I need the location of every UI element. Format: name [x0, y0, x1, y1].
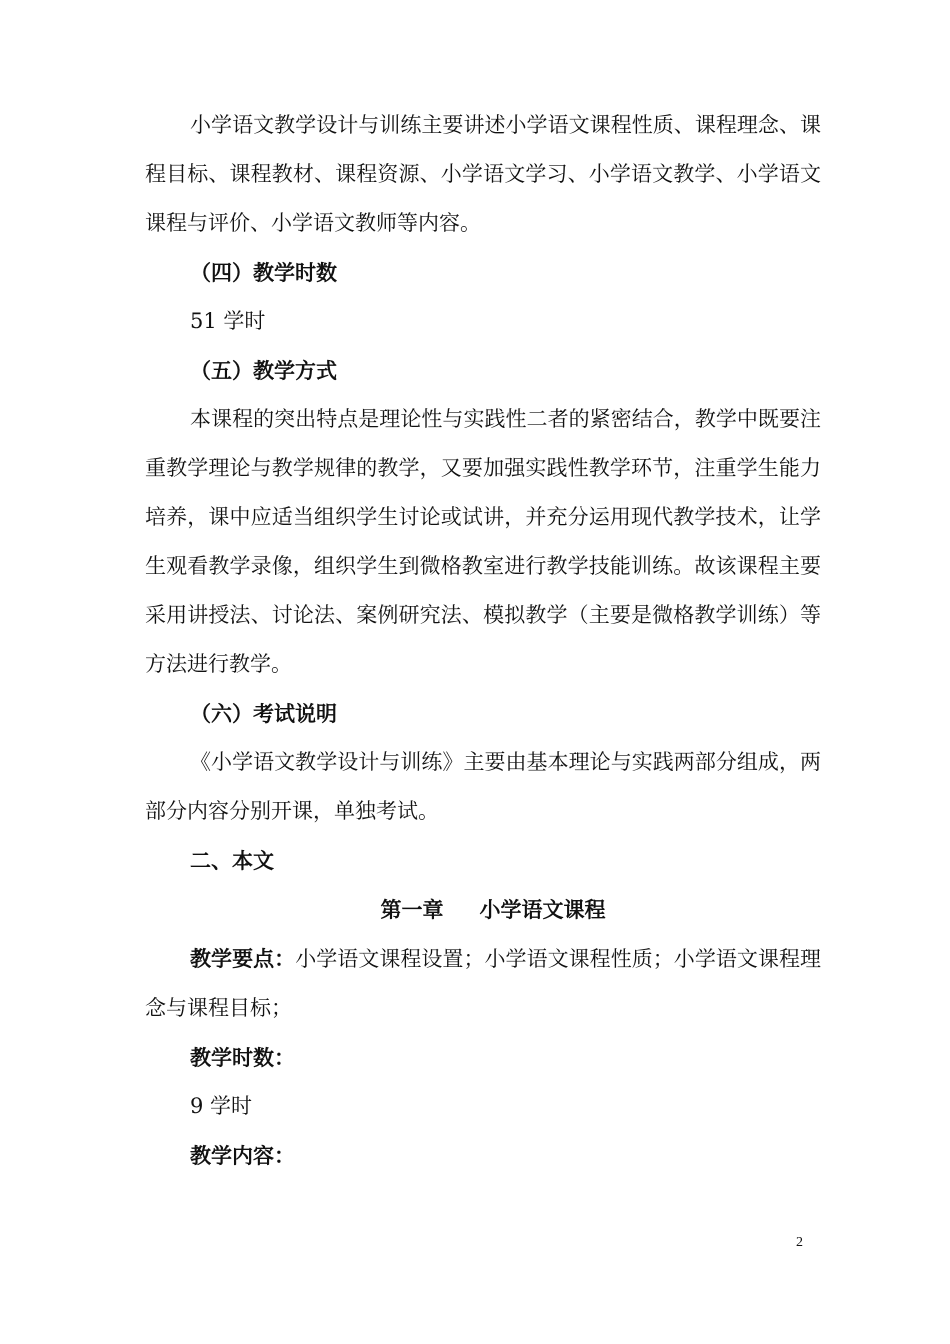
section-5-heading: （五）教学方式 [190, 358, 337, 383]
key-points-text: 小学语文课程设置；小学语文课程性质；小学语文课程理念与课程目标； [145, 947, 822, 1020]
section-4-text: 51 学时 [190, 309, 266, 333]
section-5-text: 本课程的突出特点是理论性与实践性二者的紧密结合，教学中既要注重教学理论与教学规律的教学，又要加强实践性教学环节，注重学生能力培养，课中应适当组织学生讨论或试讲，并充分运用现代教学技术，让学生观看教学录像，组织学生到微格教室进行教学技能训练。故该课程主要采用讲授法、讨论法、案例研究法、模拟教学（主要是微格教学训练）等方法进行教学。 [145, 407, 821, 676]
section-4-heading: （四）教学时数 [190, 260, 337, 285]
hours-text: 9 学时 [190, 1094, 253, 1118]
content-label: 教学内容： [190, 1143, 295, 1168]
chapter-name: 小学语文课程 [479, 897, 606, 922]
page-content [145, 101, 821, 1180]
intro-paragraph: 小学语文教学设计与训练主要讲述小学语文课程性质、课程理念、课程目标、课程教材、课程资源、小学语文学习、小学语文教学、小学语文课程与评价、小学语文教师等内容。 [145, 113, 821, 235]
section-6-heading: （六）考试说明 [190, 701, 337, 726]
chapter-title [145, 885, 821, 934]
section-6-text: 《小学语文教学设计与训练》主要由基本理论与实践两部分组成，两部分内容分别开课，单独考试。 [145, 750, 821, 823]
page-number: 2 [796, 1235, 803, 1250]
part-2-heading: 二、本文 [190, 848, 274, 873]
chapter-number: 第一章 [380, 897, 444, 922]
key-points-label: 教学要点： [190, 946, 296, 971]
key-points-paragraph [145, 934, 821, 1033]
hours-label: 教学时数： [190, 1045, 295, 1070]
